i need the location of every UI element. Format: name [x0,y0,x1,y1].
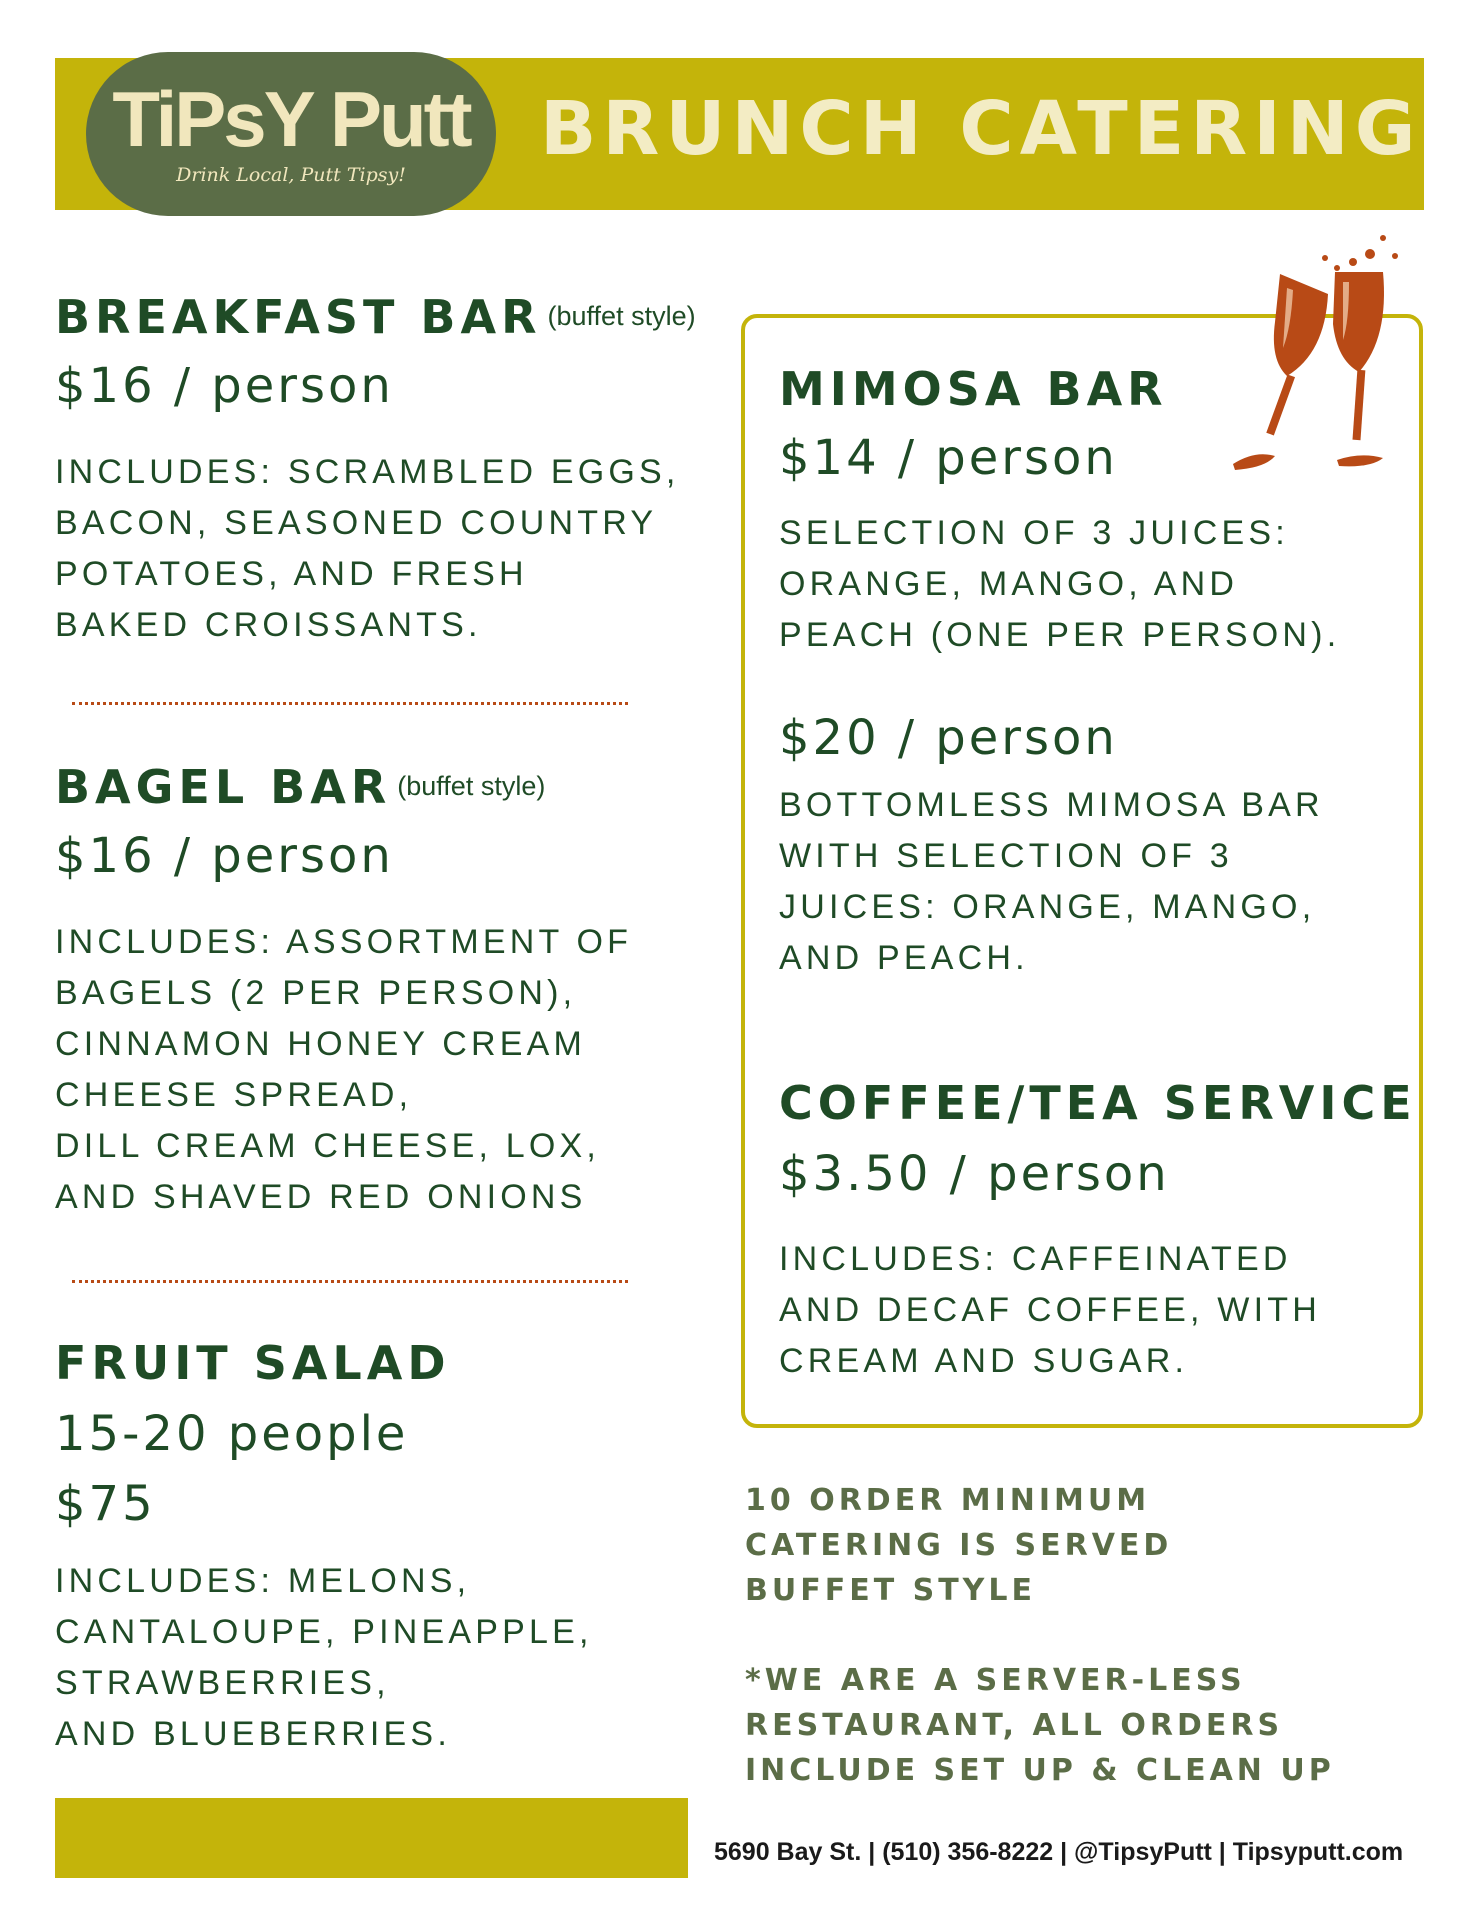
server-less-note: *WE ARE A SERVER-LESS RESTAURANT, ALL ORDERS INCLUDE SET UP & CLEAN UP [745,1663,1335,1788]
bagel-bar-heading [55,760,545,814]
breakfast-bar-heading [55,290,696,344]
bagel-bar-note: (buffet style) [397,771,546,801]
coffee-tea-title: COFFEE/TEA SERVICE [779,1076,1417,1130]
bottomless-mimosa-price: $20 / person [779,710,1118,766]
bagel-bar-description: INCLUDES: ASSORTMENT OF BAGELS (2 PER PERSON), CINNAMON HONEY CREAM CHEESE SPREAD, DILL CREAM CHEESE, LOX, AND SHAVED RED ONIONS [55,923,633,1216]
mimosa-bar-price: $14 / person [779,430,1118,486]
breakfast-bar-description: INCLUDES: SCRAMBLED EGGS, BACON, SEASONED COUNTRY POTATOES, AND FRESH BAKED CROISSANTS. [55,453,680,644]
page-title: BRUNCH CATERING [540,86,1422,172]
breakfast-bar-price: $16 / person [55,358,394,414]
fruit-salad-description: INCLUDES: MELONS, CANTALOUPE, PINEAPPLE, STRAWBERRIES, AND BLUEBERRIES. [55,1562,593,1753]
footer-contact: 5690 Bay St. | (510) 356-8222 | @TipsyPutt | Tipsyputt.com [714,1838,1404,1866]
logo [86,52,496,216]
fruit-salad-serving: 15-20 people [55,1406,409,1462]
mimosa-bar-title: MIMOSA BAR [779,362,1168,416]
section-divider [72,702,628,705]
fruit-salad-title: FRUIT SALAD [55,1336,451,1390]
logo-tagline: Drink Local, Putt Tipsy! [176,164,406,186]
champagne-glasses-icon [1225,228,1415,478]
logo-text: TiPsY Putt [112,75,470,163]
breakfast-bar-note: (buffet style) [547,301,696,331]
bagel-bar-title: BAGEL BAR [55,760,392,814]
fruit-salad-price: $75 [55,1476,156,1532]
coffee-tea-price: $3.50 / person [779,1146,1170,1202]
bottomless-mimosa-description: BOTTOMLESS MIMOSA BAR WITH SELECTION OF 3 JUICES: ORANGE, MANGO, AND PEACH. [779,786,1324,977]
order-minimum-note: 10 ORDER MINIMUM CATERING IS SERVED BUFFET STYLE [745,1483,1173,1608]
mimosa-bar-description: SELECTION OF 3 JUICES: ORANGE, MANGO, AND PEACH (ONE PER PERSON). [779,514,1341,654]
footer-band [55,1798,688,1878]
coffee-tea-description: INCLUDES: CAFFEINATED AND DECAF COFFEE, WITH CREAM AND SUGAR. [779,1240,1321,1380]
bagel-bar-price: $16 / person [55,828,394,884]
breakfast-bar-title: BREAKFAST BAR [55,290,542,344]
section-divider [72,1280,628,1283]
